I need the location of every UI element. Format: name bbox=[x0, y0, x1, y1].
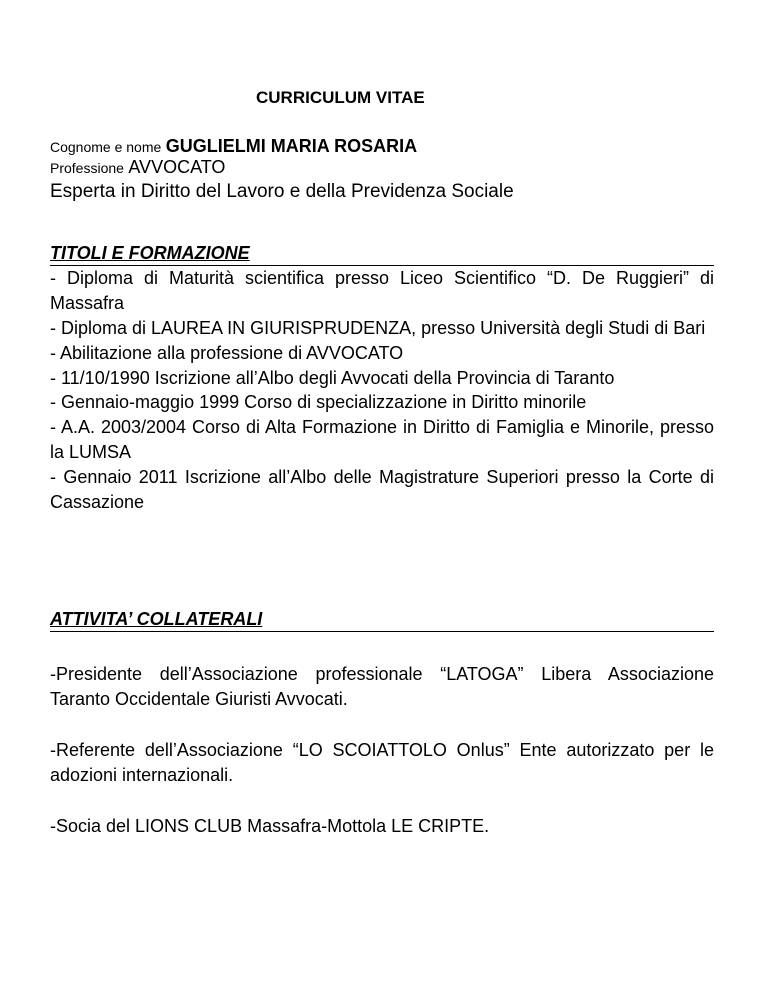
list-item: - 11/10/1990 Iscrizione all’Albo degli Avvocati della Provincia di Taranto bbox=[50, 367, 615, 388]
list-item: -Presidente dell’Associazione professionale “LATOGA” Libera Associazione Taranto Occidentale Giuristi Avvocati. bbox=[50, 664, 714, 710]
profession-value: AVVOCATO bbox=[128, 157, 226, 178]
name-line bbox=[50, 136, 714, 157]
list-item: - Abilitazione alla professione di AVVOCATO bbox=[50, 342, 404, 363]
titoli-list bbox=[50, 266, 714, 514]
specialty-line: Esperta in Diritto del Lavoro e della Previdenza Sociale bbox=[50, 180, 514, 202]
name-label: Cognome e nome bbox=[50, 139, 162, 155]
document-title: CURRICULUM VITAE bbox=[256, 88, 425, 107]
list-item: - Gennaio-maggio 1999 Corso di specializzazione in Diritto minorile bbox=[50, 392, 587, 413]
name-value: GUGLIELMI MARIA ROSARIA bbox=[165, 136, 418, 156]
titoli-heading: TITOLI E FORMAZIONE bbox=[50, 242, 714, 266]
list-item: - A.A. 2003/2004 Corso di Alta Formazione in Diritto di Famiglia e Minorile, presso la LUMSA bbox=[50, 417, 714, 462]
attivita-list bbox=[50, 662, 714, 838]
list-item: -Referente dell’Associazione “LO SCOIATTOLO Onlus” Ente autorizzato per le adozioni internazionali. bbox=[50, 739, 714, 785]
personal-info bbox=[50, 136, 714, 203]
list-item: - Gennaio 2011 Iscrizione all’Albo delle Magistrature Superiori presso la Corte di Cassazione bbox=[50, 466, 714, 512]
profession-line bbox=[50, 157, 714, 178]
attivita-section bbox=[50, 608, 714, 864]
attivita-heading: ATTIVITA’ COLLATERALI bbox=[50, 608, 714, 632]
titoli-section bbox=[50, 242, 714, 514]
list-item: - Diploma di Maturità scientifica presso Liceo Scientifico “D. De Ruggieri” di Massafra bbox=[50, 268, 714, 314]
profession-label: Professione bbox=[50, 160, 124, 177]
list-item: -Socia del LIONS CLUB Massafra-Mottola LE CRIPTE. bbox=[50, 815, 490, 836]
list-item: - Diploma di LAUREA IN GIURISPRUDENZA, presso Università degli Studi di Bari bbox=[50, 317, 706, 338]
